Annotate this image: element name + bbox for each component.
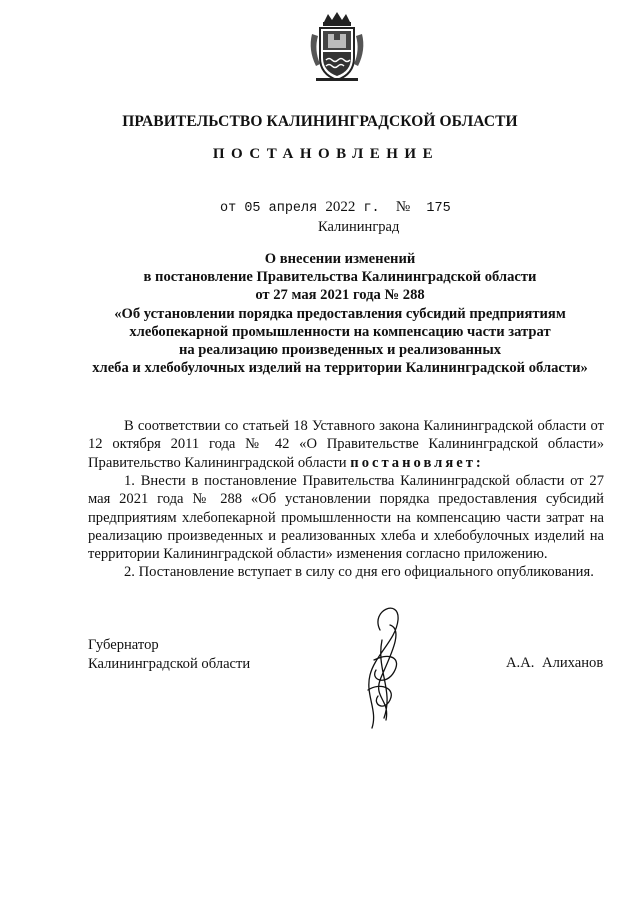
signatory-position (88, 636, 250, 673)
number-sign: № (395, 199, 411, 215)
title-line: хлеба и хлебобулочных изделий на территории Калининградской области» (92, 360, 588, 377)
title-line: хлебопекарной промышленности на компенсацию части затрат (129, 323, 551, 340)
position-line: Калининградской области (88, 655, 251, 672)
city: Калининград (318, 219, 400, 235)
organization-name: ПРАВИТЕЛЬСТВО КАЛИНИНГРАДСКОЙ ОБЛАСТИ (122, 113, 518, 130)
title-line: в постановление Правительства Калининградской области (143, 269, 537, 286)
title-line: на реализацию произведенных и реализованных (178, 342, 502, 359)
item-2-paragraph: 2. Постановление вступает в силу со дня его официального опубликования. (124, 564, 594, 580)
item-1-paragraph: 1. Внести в постановление Правительства Калининградской области от 27 мая 2021 года № 288 «Об установлении порядка предоставления субсидий предприятиям хлебопекарной промышленности на компенсацию части затрат на реализацию произведенных и реализованных хлеба и хлебобулочных изделий на территории Калининградской области» изменения согласно приложению. (88, 473, 604, 563)
date-year: 2022 (325, 199, 356, 215)
title-line: О внесении изменений (264, 251, 416, 267)
preamble-paragraph (88, 417, 604, 472)
preamble-text: В соответствии со статьей 18 Уставного закона Калининградской области от 12 октября 2011 года № 42 «О Правительстве Калининградской области» Правительство Калининградской области (88, 418, 604, 471)
coat-of-arms-icon (306, 10, 368, 84)
year-suffix: г. (363, 201, 380, 216)
date-day-month: 05 апреля (244, 201, 318, 216)
document-type: ПОСТАНОВЛЕНИЕ (212, 146, 440, 162)
document-title (40, 250, 640, 377)
position-line: Губернатор (88, 637, 159, 653)
title-line: «Об установлении порядка предоставления субсидий предприятиям (114, 305, 566, 322)
signatory-name: А.А. Алиханов (506, 655, 604, 671)
title-line: от 27 мая 2021 года № 288 (255, 287, 425, 304)
date-prefix: от (220, 201, 237, 216)
document-number: 175 (426, 201, 451, 216)
decree-word: постановляет: (350, 454, 484, 471)
handwritten-signature-icon (350, 600, 420, 740)
document-date-number (220, 199, 451, 216)
